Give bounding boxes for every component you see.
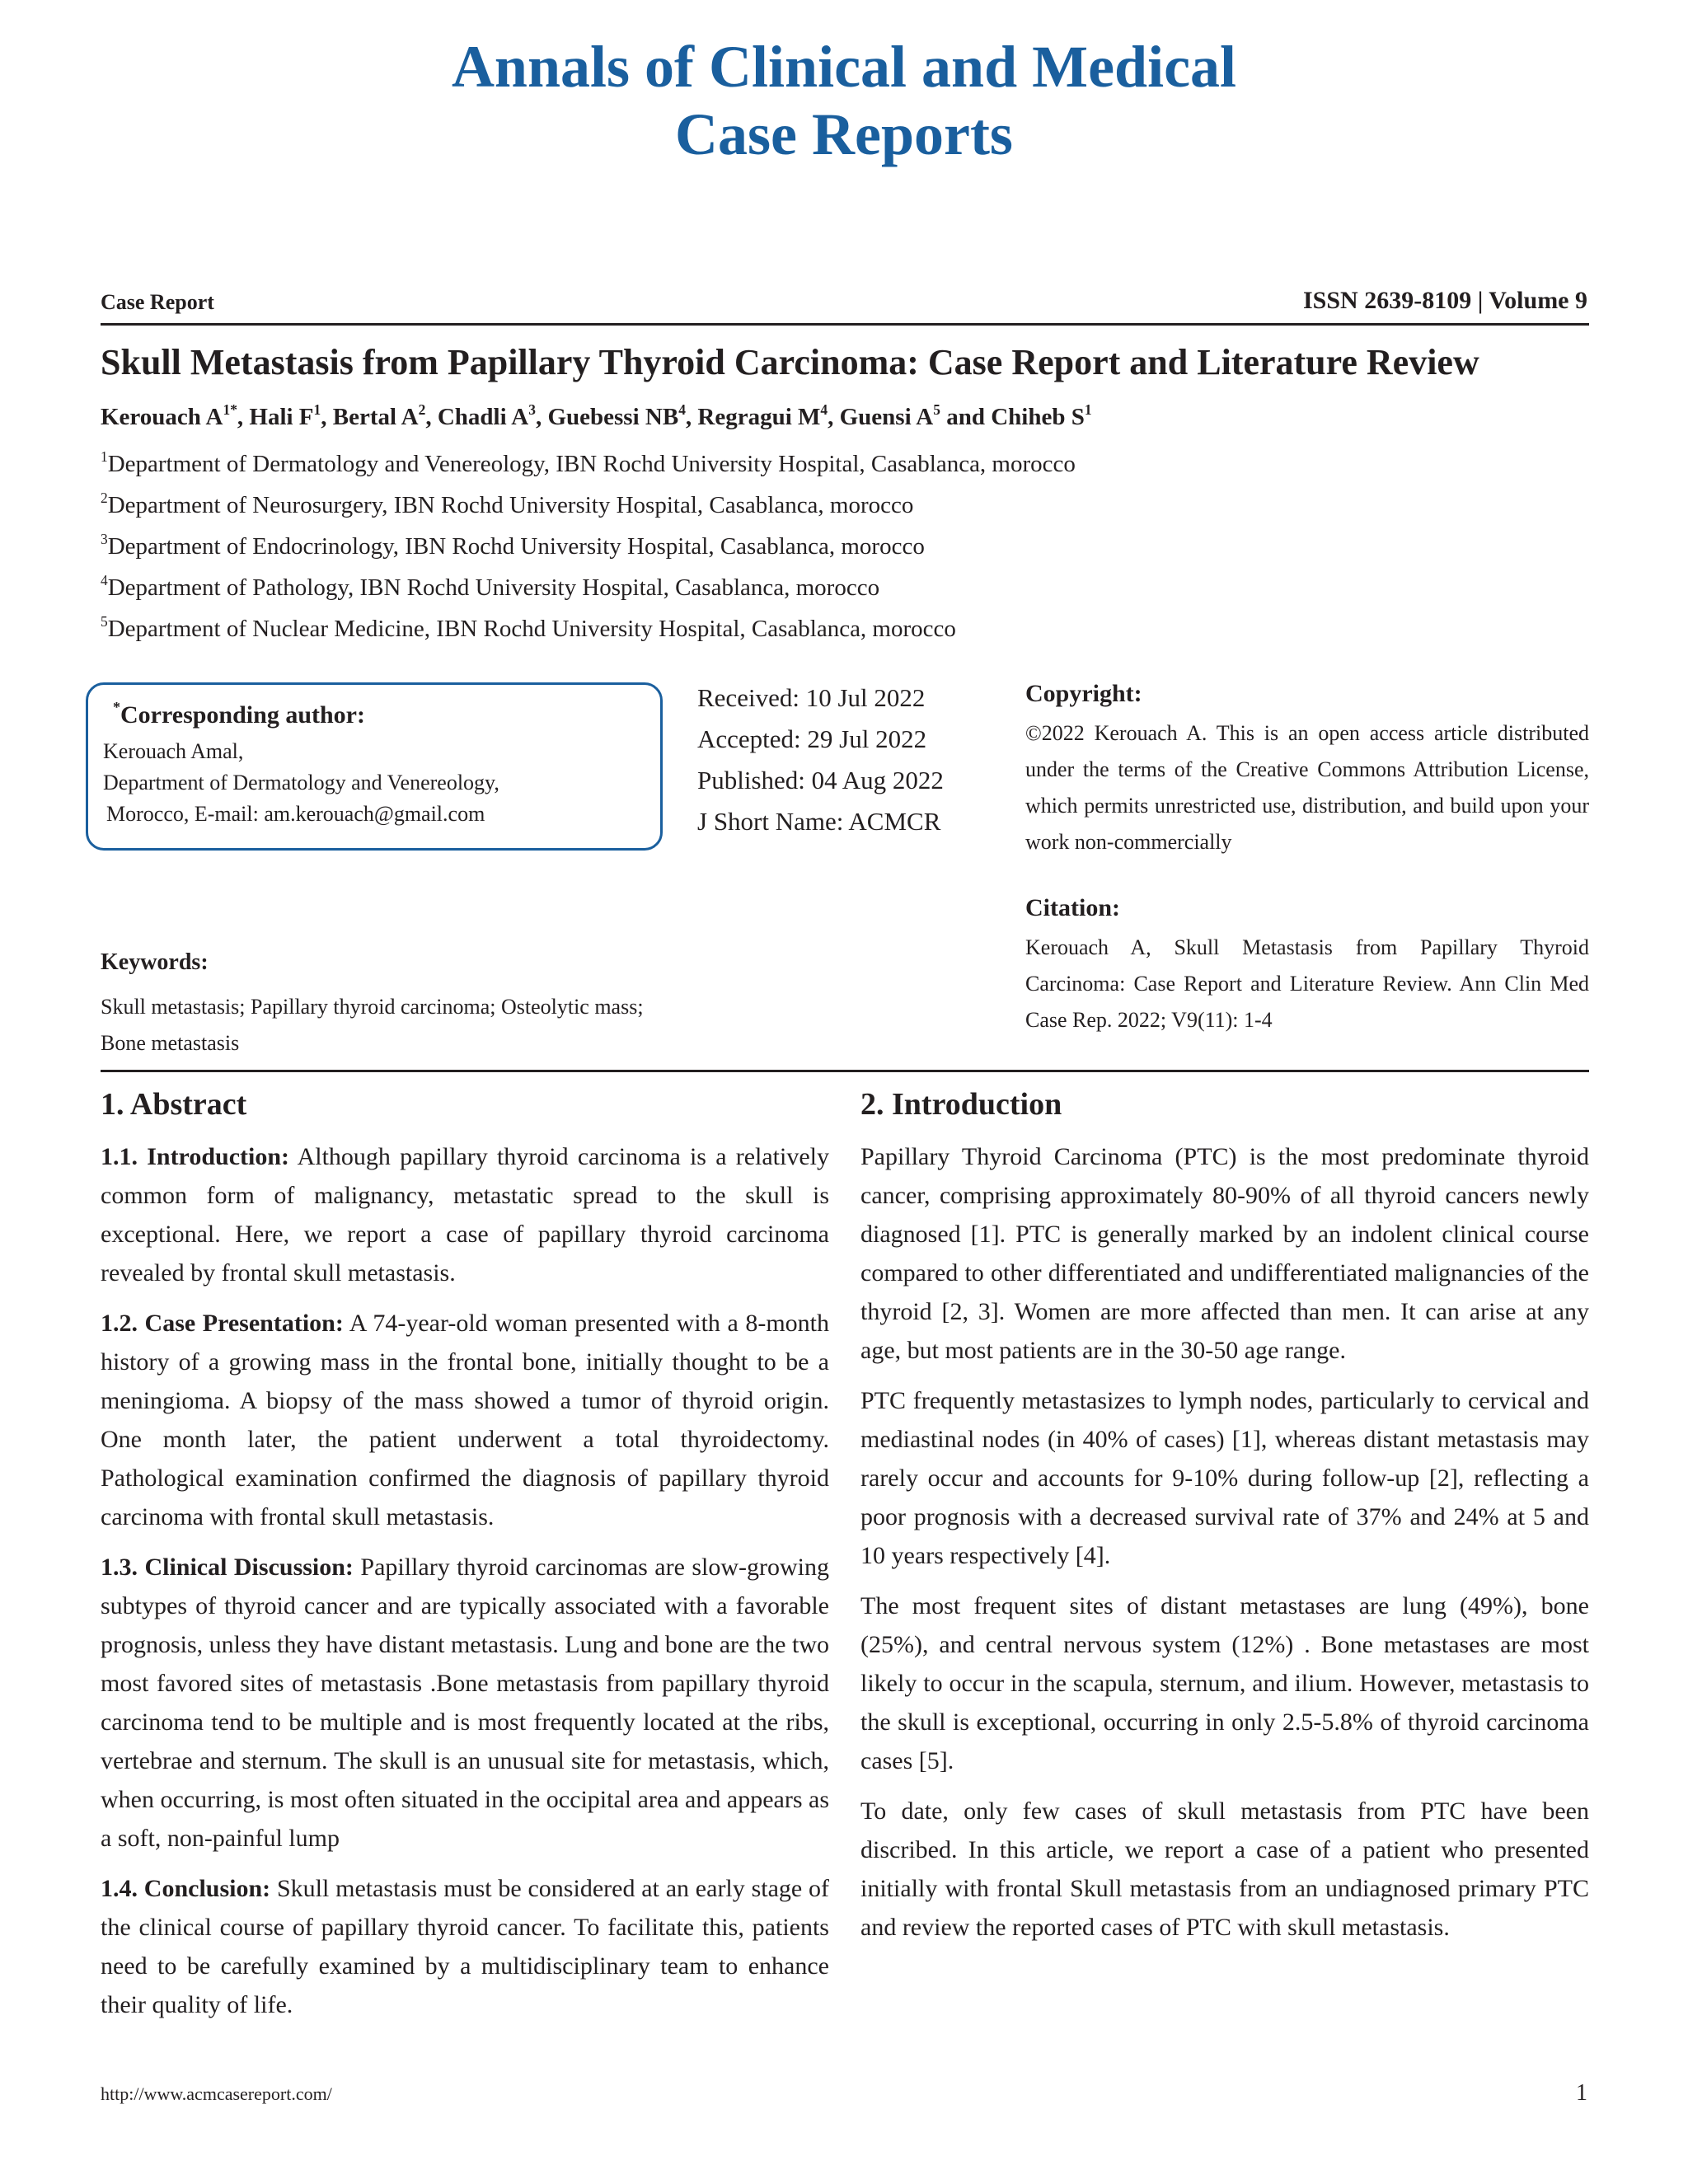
journal-title-line1: Annals of Clinical and Medical — [451, 34, 1237, 100]
introduction-paragraph: PTC frequently metastasizes to lymph nodes, particularly to cervical and mediastinal nodes (in 40% of cases) [1], whereas distant metastasis may rarely occur and accounts for 9-10% during follow-up [2], reflecting a poor prognosis with a decreased survival rate of 37% and 24% at 5 and 10 years respectively [4]. — [860, 1387, 1589, 1569]
abstract-paragraph — [101, 1137, 829, 1292]
abstract-subheading: 1.3. Clinical Discussion: — [101, 1554, 354, 1581]
author-separator: , — [828, 404, 840, 430]
affiliation-text: Department of Pathology, IBN Rochd University Hospital, Casablanca, morocco — [107, 574, 880, 601]
author-affiliation-marker: 2 — [418, 401, 426, 418]
affiliation-item — [101, 608, 1076, 649]
abstract-subheading: 1.2. Case Presentation: — [101, 1310, 344, 1337]
affiliation-text: Department of Endocrinology, IBN Rochd University Hospital, Casablanca, morocco — [107, 533, 925, 560]
keywords-text: Skull metastasis; Papillary thyroid carcinoma; Osteolytic mass; Bone metastasis — [101, 995, 644, 1055]
journal-short-name: J Short Name: ACMCR — [697, 807, 941, 836]
author-affiliation-marker: 4 — [820, 401, 828, 418]
abstract-subheading: 1.1. Introduction: — [101, 1143, 290, 1170]
abstract-paragraph — [101, 1869, 829, 2024]
author-affiliation-marker: 5 — [933, 401, 940, 418]
corresponding-author-heading: *Corresponding author: — [113, 699, 365, 729]
affiliation-number: 2 — [101, 489, 108, 506]
corresponding-department: Department of Dermatology and Venereology, — [103, 771, 499, 794]
corresponding-star: * — [113, 699, 120, 716]
abstract-paragraph-text: Papillary thyroid carcinomas are slow-growing subtypes of thyroid cancer and are typically associated with a favorable prognosis, unless they have distant metastasis. Lung and bone are the two most favored sites of metastasis .Bone metastasis from papillary thyroid carcinoma tend to be multiple and is most frequently located at the ribs, vertebrae and sternum. The skull is an unusual site for metastasis, which, when occurring, is most often situated in the occipital area and appears as a soft, non-painful lump — [101, 1554, 830, 1852]
keywords-block — [101, 944, 678, 1062]
article-dates — [697, 677, 944, 842]
affiliation-number: 5 — [101, 612, 108, 630]
author-separator: , — [425, 404, 438, 430]
author-affiliation-marker: 1* — [223, 401, 237, 418]
introduction-paragraph: Papillary Thyroid Carcinoma (PTC) is the most predominate thyroid cancer, comprising approximately 80-90% of all thyroid cancers newly diagnosed [1]. PTC is generally marked by an indolent clinical course compared to other differentiated and undifferentiated malignancies of the thyroid [2, 3]. Women are more affected than men. It can arise at any age, but most patients are in the 30-50 age range. — [860, 1143, 1589, 1364]
author-affiliation-marker: 4 — [678, 401, 686, 418]
copyright-text: ©2022 Kerouach A. This is an open access article distributed under the terms of the Creative Commons Attribution License, which permits unrestricted use, distribution, and build upon your work non-commercially — [1025, 721, 1589, 854]
article-type: Case Report — [101, 290, 214, 314]
abstract-heading: 1. Abstract — [101, 1087, 247, 1122]
corresponding-email: Morocco, E-mail: am.kerouach@gmail.com — [106, 802, 485, 826]
affiliation-list — [101, 443, 1076, 649]
accepted-date: Accepted: 29 Jul 2022 — [697, 724, 927, 753]
affiliation-item — [101, 526, 1076, 567]
affiliation-number: 3 — [101, 530, 108, 547]
abstract-section — [101, 1085, 829, 2036]
affiliation-item — [101, 567, 1076, 608]
affiliation-number: 1 — [101, 448, 108, 465]
author-name: Bertal A — [332, 404, 419, 430]
author-separator: , — [321, 404, 333, 430]
affiliation-item — [101, 485, 1076, 526]
journal-title-line2: Case Reports — [675, 101, 1013, 167]
corresponding-author-box — [86, 682, 663, 851]
section-rule — [101, 1070, 1589, 1072]
affiliation-text: Department of Neurosurgery, IBN Rochd University Hospital, Casablanca, morocco — [107, 492, 914, 518]
author-separator: , — [535, 404, 548, 430]
copyright-heading: Copyright: — [1025, 680, 1142, 707]
introduction-section — [860, 1085, 1589, 1958]
affiliation-number: 4 — [101, 571, 108, 588]
published-date: Published: 04 Aug 2022 — [697, 766, 944, 794]
author-separator: , — [237, 404, 250, 430]
author-name: Kerouach A — [101, 404, 223, 430]
author-affiliation-marker: 1 — [313, 401, 321, 418]
author-list — [101, 401, 1092, 431]
introduction-paragraph: The most frequent sites of distant metastases are lung (49%), bone (25%), and central nervous system (12%) . Bone metastases are most likely to occur in the scapula, sternum, and ilium. However, metastasis to the skull is exceptional, occurring in only 2.5-5.8% of thyroid carcinoma cases [5]. — [860, 1592, 1589, 1774]
affiliation-text: Department of Nuclear Medicine, IBN Rochd University Hospital, Casablanca, morocco — [107, 616, 956, 642]
author-affiliation-marker: 1 — [1084, 401, 1092, 418]
abstract-body — [101, 1137, 829, 2024]
author-name: Chadli A — [437, 404, 529, 430]
page-number: 1 — [1576, 2080, 1587, 2106]
abstract-paragraph — [101, 1304, 829, 1536]
abstract-subheading: 1.4. Conclusion: — [101, 1875, 271, 1902]
corresponding-name: Kerouach Amal, — [103, 739, 244, 763]
issn-volume: ISSN 2639-8109 | Volume 9 — [1303, 287, 1587, 314]
introduction-heading: 2. Introduction — [860, 1087, 1062, 1122]
citation-block — [1025, 890, 1589, 1038]
article-title: Skull Metastasis from Papillary Thyroid Carcinoma: Case Report and Literature Review — [101, 342, 1479, 382]
affiliation-item — [101, 443, 1076, 485]
abstract-paragraph-text: Although papillary thyroid carcinoma is a relatively common form of malignancy, metastatic spread to the skull is exceptional. Here, we report a case of papillary thyroid carcinoma revealed by frontal skull metastasis. — [101, 1143, 829, 1286]
abstract-paragraph-text: A 74-year-old woman presented with a 8-month history of a growing mass in the frontal bone, initially thought to be a meningioma. A biopsy of the mass showed a tumor of thyroid origin. One month later, the patient underwent a total thyroidectomy. Pathological examination confirmed the diagnosis of papillary thyroid carcinoma with frontal skull metastasis. — [101, 1310, 830, 1530]
copyright-block — [1025, 676, 1589, 860]
author-name: Guebessi NB — [547, 404, 679, 430]
introduction-body — [860, 1137, 1589, 1947]
author-name: Guensi A — [839, 404, 934, 430]
journal-title — [0, 33, 1688, 168]
affiliation-text: Department of Dermatology and Venereology, IBN Rochd University Hospital, Casablanca, morocco — [107, 451, 1076, 477]
author-name: Hali F — [249, 404, 314, 430]
footer-url[interactable]: http://www.acmcasereport.com/ — [101, 2083, 332, 2104]
author-separator: and — [940, 404, 992, 430]
abstract-paragraph — [101, 1548, 829, 1858]
author-name: Chiheb S — [991, 404, 1085, 430]
keywords-heading: Keywords: — [101, 949, 209, 975]
citation-text: Kerouach A, Skull Metastasis from Papillary Thyroid Carcinoma: Case Report and Literature Review. Ann Clin Med Case Rep. 2022; V9(11): 1-4 — [1025, 935, 1589, 1032]
citation-heading: Citation: — [1025, 894, 1120, 921]
received-date: Received: 10 Jul 2022 — [697, 683, 926, 712]
introduction-paragraph: To date, only few cases of skull metastasis from PTC have been discribed. In this article, we report a case of a patient who presented initially with frontal Skull metastasis from an undiagnosed primary PTC and review the reported cases of PTC with skull metastasis. — [860, 1797, 1589, 1941]
header-rule — [101, 323, 1589, 326]
author-name: Regragui M — [697, 404, 821, 430]
author-separator: , — [685, 404, 698, 430]
abstract-paragraph-text: Skull metastasis must be considered at an early stage of the clinical course of papillary thyroid cancer. To facilitate this, patients need to be carefully examined by a multidisciplinary team to enhance their quality of life. — [101, 1875, 829, 2018]
author-affiliation-marker: 3 — [528, 401, 536, 418]
